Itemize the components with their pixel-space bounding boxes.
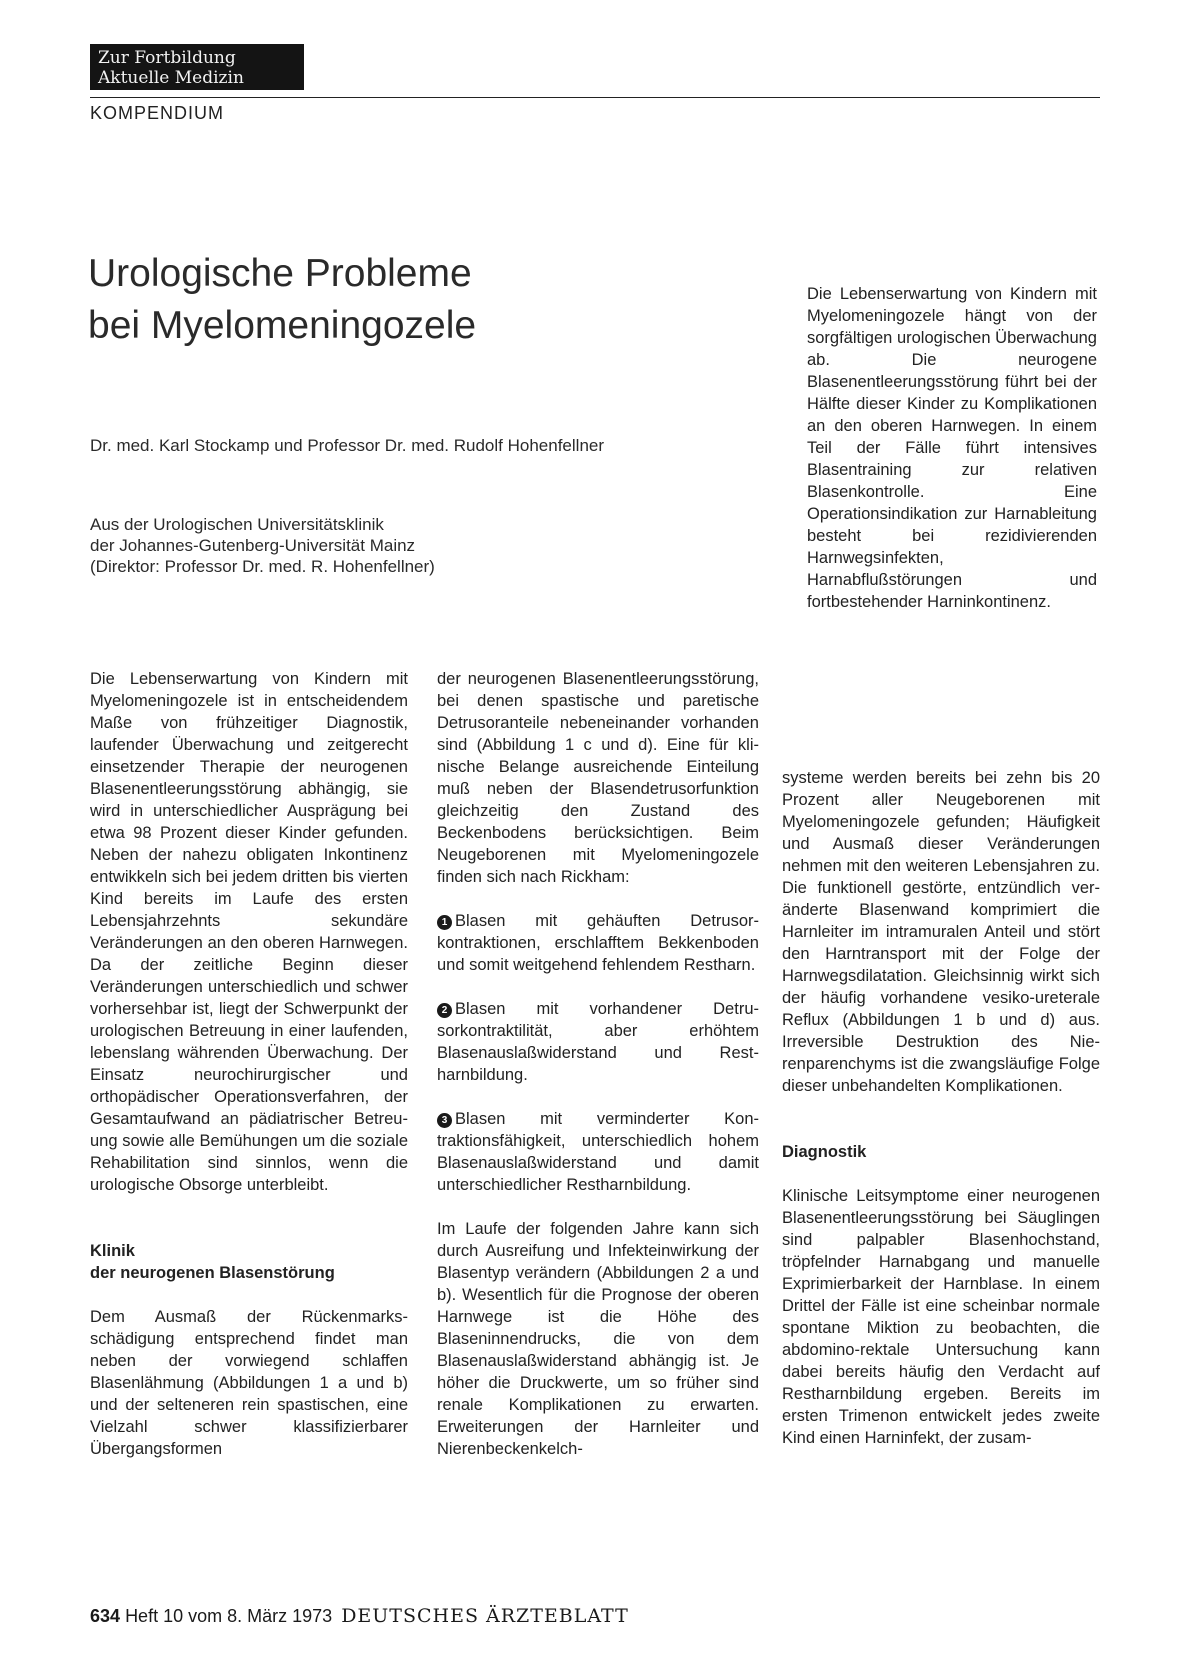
list-item bbox=[437, 998, 759, 1086]
section-label: KOMPENDIUM bbox=[90, 103, 225, 123]
body-paragraph: Klinische Leitsymptome einer neurogenen Blasenentleerungsstörung bei Säuglingen sind palpabler Blasenhochstand, tröpfelnder Harnabgang und manuelle Exprimierbarkeit der Harnblase. In einem Drittel der Fälle ist eine scheinbar normale spontane Miktion zu beobachten, die abdomino-rektale Untersuchung kann dabei bereits häufig den Verdacht auf Restharnbildung ergeben. Bereits im ersten Trimenon entwickelt jedes zweite Kind einen Harninfekt, der zusam- bbox=[782, 1187, 1100, 1447]
title-line-1: Urologische Probleme bbox=[88, 252, 472, 295]
affiliation-line-1: Aus der Urologischen Universitätsklinik bbox=[90, 515, 384, 534]
header-rule bbox=[90, 97, 1100, 98]
list-item-text: Blasen mit verminderter Kontraktionsfähigkeit, unterschiedlich hohem Blasenauslaßwiderstand und damit unterschiedlicher Restharnbildung. bbox=[437, 1110, 759, 1194]
column-3 bbox=[782, 767, 1100, 1449]
journal-name: DEUTSCHES ÄRZTEBLATT bbox=[341, 1605, 629, 1627]
body-paragraph: Die Lebenserwartung von Kindern mit Myelomeningozele ist in entscheidendem Maße von frühzeitiger Diagnostik, laufender Überwachung und zeitgerecht einsetzender Therapie der neurogenen Blasenentleerungsstörung abhängig, sie wird in unterschiedlicher Ausprägung bei etwa 98 Prozent dieser Kinder gefunden. Neben der nahezu obligaten Inkontinenz entwikkeln sich bei jedem dritten bis vierten Kind bereits im Laufe des ersten Lebensjahrzehnts sekundäre Veränderungen an den oberen Harnwegen. Da der zeitliche Beginn dieser Veränderungen unterschiedlich und schwer vorhersehbar ist, liegt der Schwerpunkt der urologischen Betreuung in einer laufenden, lebenslang währenden Überwachung. Der Einsatz neurochirurgischer und orthopädischer Operationsverfahren, der Gesamtaufwand an pädiatrischer Betreuung sowie alle Bemühungen um die soziale Rehabilitation sind sinnlos, wenn die urologische Obsorge unterbleibt. bbox=[90, 670, 408, 1194]
list-item bbox=[437, 1108, 759, 1196]
number-circle-icon: 1 bbox=[437, 915, 452, 930]
body-paragraph: Dem Ausmaß der Rückenmarksschädigung entsprechend findet man neben der vorwiegend schlaffen Blasenlähmung (Abbildungen 1 a und b) und der selteneren rein spastischen, eine Vielzahl schwer klassifizierbarer Übergangsformen bbox=[90, 1308, 408, 1458]
title-line-2: bei Myelomeningozele bbox=[88, 304, 477, 347]
body-paragraph: systeme werden bereits bei zehn bis 20 Prozent aller Neugeborenen mit Myelomeningozele gefunden; Häufigkeit und Ausmaß dieser Veränderungen nehmen mit den weiteren Lebensjahren zu. Die funktionell gestörte, entzündlich veränderte Blasenwand komprimiert die Harnleiter im intramuralen Anteil und stört den Harntransport mit der Folge der Harnwegsdilatation. Gleichsinnig wirkt sich der häufig vorhandene vesiko-ureterale Reflux (Abbildungen 1 b und d) aus. Irreversible Destruktion des Nierenparenchyms ist die zwangsläufige Folge dieser unbehandelten Komplikationen. bbox=[782, 769, 1100, 1095]
heading-diagnostik: Diagnostik bbox=[782, 1143, 867, 1161]
number-circle-icon: 3 bbox=[437, 1113, 452, 1128]
page-number: 634 bbox=[90, 1606, 121, 1626]
article-title bbox=[88, 248, 476, 352]
heading-klinik-line-1: Klinik bbox=[90, 1242, 135, 1260]
number-circle-icon: 2 bbox=[437, 1003, 452, 1018]
heading-klinik bbox=[90, 1240, 408, 1284]
body-paragraph: Im Laufe der folgenden Jahre kann sich durch Ausreifung und Infekteinwirkung der Blasentyp verändern (Abbildungen 2 a und b). Wesentlich für die Prognose der oberen Harnwege ist die Höhe des Blaseninnendrucks, die von dem Blasenauslaßwiderstand abhängig ist. Je höher die Druckwerte, um so früher sind renale Komplikationen zu erwarten. Erweiterungen der Harnleiter und Nierenbeckenkelch- bbox=[437, 1220, 759, 1458]
issue-info: Heft 10 vom 8. März 1973 bbox=[125, 1606, 333, 1626]
series-badge bbox=[90, 44, 304, 90]
lead-abstract: Die Lebenserwartung von Kindern mit Myelomeningozele hängt von der sorgfältigen urologischen Überwachung ab. Die neurogene Blasenentleerungsstörung führt bei der Hälfte dieser Kinder zu Komplikationen an den oberen Harnwegen. In einem Teil der Fälle führt intensives Blasentraining zur relativen Blasenkontrolle. Eine Operationsindikation zur Harnableitung besteht bei rezidivierenden Harnwegsinfekten, Harnabflußstörungen und fortbestehender Harninkontinenz. bbox=[807, 285, 1097, 611]
page-footer bbox=[90, 1605, 629, 1627]
badge-line-1: Zur Fortbildung bbox=[98, 48, 236, 68]
list-item-text: Blasen mit gehäuften Detrusorkontraktionen, erschlafftem Bekkenboden und somit weitgehend fehlendem Restharn. bbox=[437, 912, 759, 974]
authors: Dr. med. Karl Stockamp und Professor Dr. med. Rudolf Hohenfellner bbox=[90, 436, 605, 455]
list-item-text: Blasen mit vorhandener Detrusorkontraktilität, aber erhöhtem Blasenauslaßwiderstand und Restharnbildung. bbox=[437, 1000, 759, 1084]
badge-line-2: Aktuelle Medizin bbox=[98, 68, 244, 88]
column-2 bbox=[437, 668, 759, 1460]
affiliation bbox=[90, 514, 435, 577]
heading-klinik-line-2: der neurogenen Blasenstörung bbox=[90, 1264, 335, 1282]
column-1 bbox=[90, 668, 408, 1460]
list-item bbox=[437, 910, 759, 976]
affiliation-line-3: (Direktor: Professor Dr. med. R. Hohenfellner) bbox=[90, 557, 435, 576]
body-paragraph: der neurogenen Blasenentleerungsstörung, bei denen spastische und paretische Detrusoranteile nebeneinander vorhanden sind (Abbildung 1 c und d). Eine für klinische Belange ausreichende Einteilung muß neben der Blasendetrusorfunktion gleichzeitig den Zustand des Beckenbodens berücksichtigen. Beim Neugeborenen mit Myelomeningozele finden sich nach Rickham: bbox=[437, 670, 759, 886]
affiliation-line-2: der Johannes-Gutenberg-Universität Mainz bbox=[90, 536, 416, 555]
